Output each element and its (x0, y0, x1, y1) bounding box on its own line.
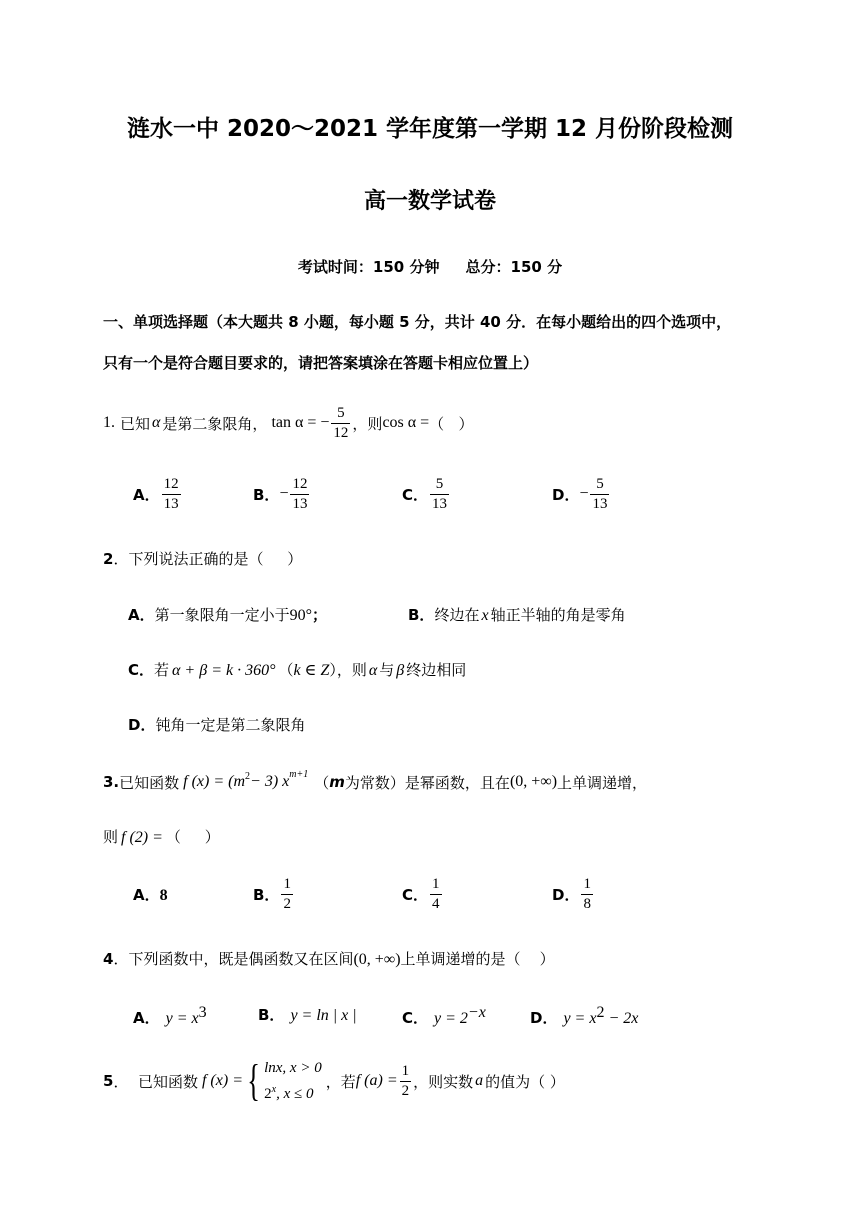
exam-info: 考试时间：150 分钟 总分：150 分 (297, 258, 563, 276)
q2-option-b-text2: 轴正半轴的角是零角 (490, 606, 626, 624)
q4-text2: 上单调递增的是（ ） (400, 950, 555, 968)
q3-line2-paren: （ ） (165, 828, 220, 846)
q2-option-d-label: D． (128, 716, 156, 734)
q3-option-c-num: 1 (432, 875, 440, 892)
q1-option-a (133, 472, 183, 516)
q3-sq: 2 (245, 770, 251, 782)
q5-fa: f (a) = (355, 1072, 398, 1089)
q1-option-d (552, 472, 611, 516)
q2-option-c-text1: 若 (154, 661, 170, 679)
q3-exp: m+1 (289, 768, 309, 780)
q4-option-c-label: C． (402, 1009, 429, 1027)
q1-frac-num: 5 (337, 404, 345, 421)
q1-option-c (402, 472, 451, 516)
q1-option-d-sign: − (579, 485, 589, 502)
q3-line2 (103, 826, 220, 847)
q2-option-b-label: B． (408, 606, 435, 624)
q5-case2-tail: , x ≤ 0 (276, 1085, 314, 1102)
q3-option-d-den: 8 (583, 895, 591, 912)
q2-option-c-text2: （ (278, 661, 294, 679)
q1-option-c-label: C． (402, 485, 429, 504)
q5-number: 5 (103, 1072, 114, 1090)
q3-option-d-label: D． (552, 885, 580, 904)
q5-frac-num: 1 (401, 1062, 410, 1079)
q1-text2: 是第二象限角， (162, 414, 268, 433)
q5-piecewise (264, 1058, 322, 1105)
q3-text3: 为常数）是幂函数，且在 (344, 773, 510, 792)
q3-text1: 已知函数 (119, 773, 180, 792)
q1-option-b-den: 13 (292, 495, 308, 512)
q2-option-b-text1: 终边在 (434, 606, 480, 624)
question-1 (103, 403, 473, 443)
q1-option-a-fraction (162, 475, 181, 514)
q2-option-d (128, 714, 305, 735)
q3-text4: 上单调递增， (557, 773, 648, 792)
q4-option-b-base: y = ln | x | (290, 1007, 357, 1024)
q3-option-c-fraction (430, 875, 442, 914)
exam-subtitle: 高一数学试卷 (363, 189, 496, 214)
exam-title: 涟水一中 2020～2021 学年度第一学期 12 月份阶段检测 (126, 116, 734, 142)
q1-option-d-num: 5 (596, 475, 604, 492)
q3-option-b-label: B． (253, 885, 280, 904)
q3-option-d-num: 1 (583, 875, 591, 892)
q3-line2-text: 则 (103, 828, 119, 846)
q1-option-a-num: 12 (163, 475, 179, 492)
q2-option-c-beta: β (396, 662, 405, 679)
q5-text2: ，若 (325, 1072, 356, 1091)
q4-option-b-label: B． (258, 1006, 285, 1024)
q1-option-b-num: 12 (292, 475, 308, 492)
q3-option-b-fraction (281, 875, 293, 914)
q2-option-c-text3: ），则 (329, 661, 367, 679)
q3-option-a-value: 8 (159, 887, 168, 904)
q3-m: m (329, 773, 345, 791)
q1-option-b (253, 472, 311, 516)
q1-fraction (331, 404, 350, 443)
q2-option-c-math: α + β = k · 360° (172, 662, 276, 679)
q1-text3: ，则 (352, 414, 383, 433)
q2-option-c-alpha: α (368, 662, 378, 679)
q3-option-a-label: A． (133, 886, 160, 904)
q1-option-d-label: D． (552, 485, 580, 504)
q4-option-a-sup: 3 (198, 1004, 207, 1021)
q4-option-d-base: y = x (563, 1010, 597, 1027)
q3-option-a (133, 884, 168, 905)
q1-tan: tan α = − (271, 414, 330, 431)
q4-option-c-sup: −x (467, 1004, 486, 1021)
q4-interval: (0, +∞) (353, 951, 401, 968)
q1-option-b-fraction (290, 475, 309, 514)
q5-a: a (475, 1072, 484, 1089)
q4-option-d-tail: − 2x (604, 1010, 639, 1027)
q1-paren: （ ） (429, 414, 474, 433)
q4-option-a (133, 1004, 207, 1028)
q5-case2-sup: x (271, 1083, 277, 1095)
q3-interval: (0, +∞) (509, 773, 558, 790)
q2-option-d-text: 钝角一定是第二象限角 (155, 716, 306, 734)
q2-option-c-math2: k ∈ Z (293, 662, 330, 679)
q1-alpha: α (152, 414, 161, 431)
q3-f2: f (2) = (121, 829, 163, 846)
q1-option-c-den: 13 (432, 495, 448, 512)
q2-option-a-text: 第一象限角一定小于 (154, 606, 290, 624)
q4-option-b (258, 1004, 357, 1025)
q5-fx: f (x) = (201, 1072, 243, 1089)
q1-option-a-den: 13 (163, 495, 179, 512)
question-4 (103, 948, 555, 969)
q1-option-d-den: 13 (592, 495, 608, 512)
q2-number: 2 (103, 550, 114, 568)
q3-option-c-den: 4 (432, 895, 440, 912)
q5-case2 (264, 1079, 322, 1105)
q5-text1: ． 已知函数 (113, 1072, 198, 1091)
q1-text1: 已知 (120, 414, 151, 433)
section1-line1: 一、单项选择题（本大题共 8 小题，每小题 5 分，共计 40 分．在每小题给出的四个选项中， (103, 313, 732, 331)
q2-option-b-x: x (481, 607, 489, 624)
q3-option-c (402, 872, 444, 916)
section1-line2: 只有一个是符合题目要求的，请把答案填涂在答题卡相应位置上） (103, 354, 539, 372)
q4-option-a-base: y = x (165, 1010, 199, 1027)
q3-option-b (253, 872, 295, 916)
q1-option-c-num: 5 (435, 475, 444, 492)
q5-case2-base: 2 (264, 1085, 272, 1102)
q1-option-b-label: B． (253, 485, 280, 504)
q5-frac-den: 2 (401, 1082, 410, 1099)
q3-option-d (552, 872, 595, 916)
q5-fraction (400, 1062, 412, 1101)
q4-option-c (402, 1004, 486, 1028)
q4-option-d (530, 1004, 638, 1028)
q1-frac-den: 12 (333, 424, 349, 441)
q1-number: 1. (103, 414, 115, 431)
q2-option-b (408, 604, 626, 625)
q3-option-b-num: 1 (283, 875, 291, 892)
q3-option-c-label: C． (402, 885, 429, 904)
q1-option-a-label: A． (133, 485, 160, 504)
q4-option-d-label: D． (530, 1009, 558, 1027)
q3-mid: − 3) x (250, 773, 290, 790)
question-5 (103, 1054, 565, 1108)
q2-option-a (128, 604, 327, 625)
q4-text1: ．下列函数中，既是偶函数又在区间 (113, 950, 354, 968)
q3-fx: f (x) = (m (183, 773, 246, 790)
q5-text3: ，则实数 (413, 1072, 474, 1091)
q4-option-a-label: A． (133, 1009, 160, 1027)
q2-stem: ．下列说法正确的是（ ） (113, 550, 303, 568)
left-brace-icon: { (247, 1056, 260, 1105)
q1-option-b-sign: − (279, 485, 289, 502)
q3-number: 3. (103, 773, 120, 791)
q4-option-d-sup: 2 (596, 1004, 605, 1021)
q1-option-d-fraction (590, 475, 609, 514)
q2-option-c (128, 659, 466, 680)
q3-option-b-den: 2 (283, 895, 291, 912)
q5-text4: 的值为（ ） (485, 1072, 565, 1091)
q2-option-a-math: 90° (289, 607, 313, 624)
question-3 (103, 767, 647, 797)
q2-option-c-label: C． (128, 661, 155, 679)
q2-option-c-text4: 与 (379, 661, 395, 679)
q4-number: 4 (103, 950, 114, 968)
q1-cos: cos α = (382, 414, 430, 431)
q3-option-d-fraction (581, 875, 593, 914)
q3-text2: （ (314, 773, 330, 792)
q5-case1: lnx, x > 0 (264, 1059, 322, 1076)
q4-option-c-base: y = 2 (434, 1010, 468, 1027)
question-2 (103, 548, 302, 569)
q1-option-c-fraction (430, 475, 449, 514)
q2-option-c-text5: 终边相同 (406, 661, 467, 679)
q2-option-a-label: A． (128, 606, 155, 624)
q2-option-a-end: ； (312, 606, 328, 624)
